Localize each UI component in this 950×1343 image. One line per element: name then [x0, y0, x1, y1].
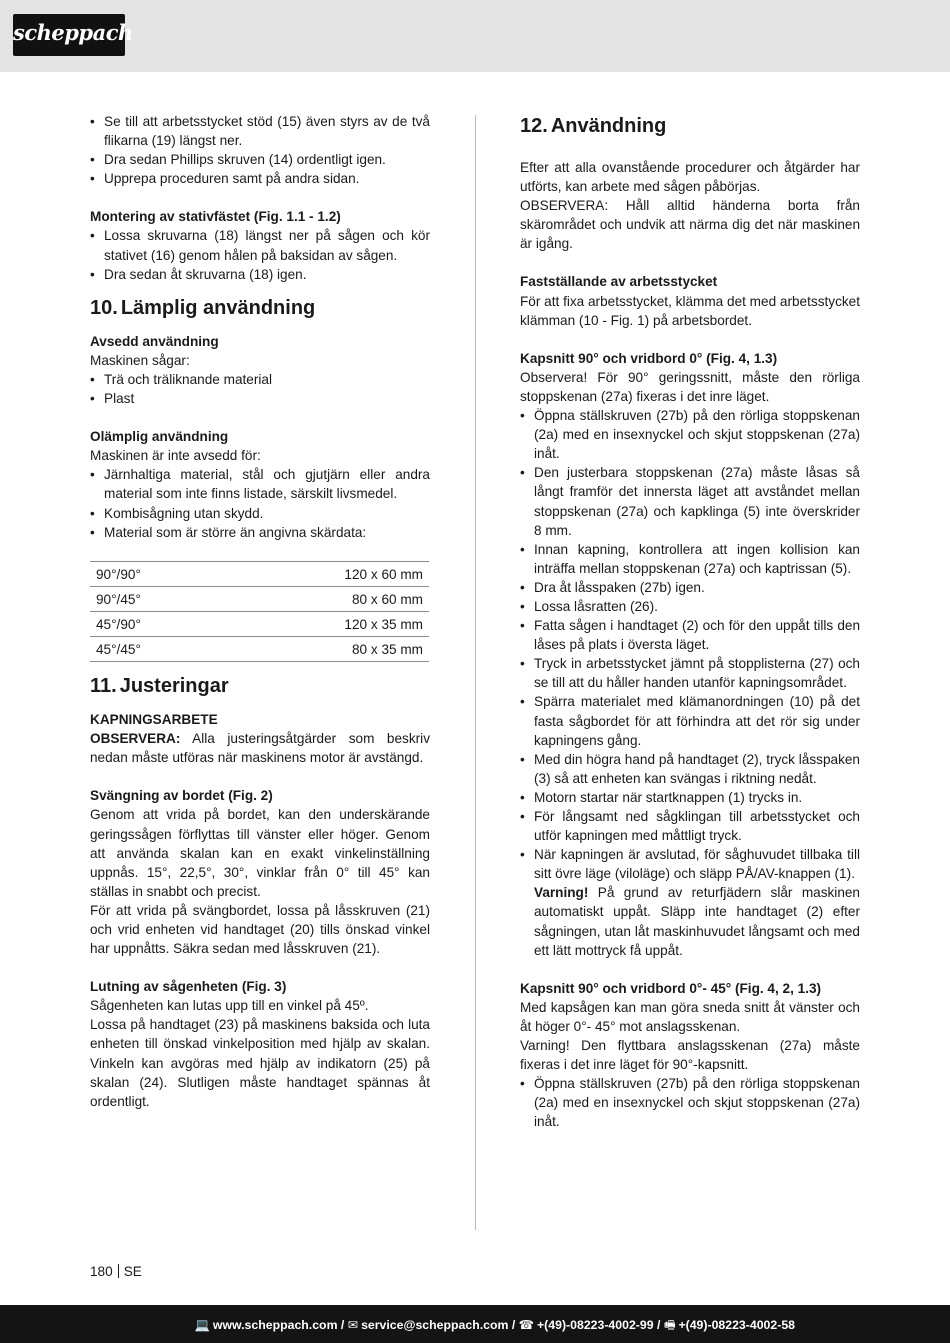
list-item: • Lossa skruvarna (18) längst ner på sågen och kör stativet (16) genom hålen på baksidan av sågen.: [90, 226, 430, 264]
list-item: • Järnhaltiga material, stål och gjutjärn eller andra material som inte finns listade, särskilt livsmedel.: [90, 465, 430, 503]
usage-intro-1: Efter att alla ovanstående procedurer och åtgärder har utförts, kan arbete med sågen påbörjas.: [520, 160, 860, 195]
list-item: • Plast: [90, 389, 430, 408]
list-item: • Dra sedan Phillips skruven (14) ordentligt igen.: [90, 150, 430, 169]
tilt-paragraph-1: Sågenheten kan lutas upp till en vinkel på 45º.: [90, 998, 369, 1014]
table-row: [90, 561, 429, 586]
intended-bullet-list: [90, 370, 430, 408]
cut2-paragraph-1: Med kapsågen kan man göra sneda snitt åt vänster och åt höger 0°- 45° mot anslagsskenan.: [520, 999, 860, 1034]
list-item: • Tryck in arbetsstycket jämnt på stopplisterna (27) och se till att du håller handen utanför kapningsområdet.: [520, 654, 860, 692]
list-item: • Kombisågning utan skydd.: [90, 504, 430, 523]
mail-icon: ✉: [347, 1318, 359, 1332]
footer-phone: +(49)-08223-4002-99 /: [537, 1318, 661, 1332]
note-text: Alla justeringsåtgärder som beskriv nedan måste utföras när maskinens motor är avstängd.: [90, 731, 430, 766]
section-title: Justeringar: [119, 675, 229, 698]
list-item: • Upprepa proceduren samt på andra sidan.: [90, 169, 430, 188]
swing-paragraph-1: Genom att vrida på bordet, kan den underskärande geringssågen förflyttas till vänster eller höger. Genom att använda skalan kan en exakt vinkelinställning uppnås. 15°, 22,5°, 30°, vinklar från 0° till 45° kan ställas in snabbt och precist.: [90, 807, 430, 899]
unsuitable-bullet-list: [90, 465, 430, 541]
intro-bullet-list: [90, 112, 430, 188]
right-column: [520, 112, 860, 1132]
warning-label: Varning!: [534, 885, 589, 901]
warning-paragraph: [520, 883, 860, 959]
cut2-paragraph-2: Varning! Den flyttbara anslagsskenan (27a) måste fixeras i det inre läget för 90°-kapsnitt.: [520, 1038, 860, 1073]
logo-text: scheppach: [13, 20, 133, 45]
section-title: Lämplig användning: [120, 296, 316, 319]
list-item: • Motorn startar när startknappen (1) trycks in.: [520, 788, 860, 807]
size-cell: 80 x 60 mm: [351, 591, 423, 607]
list-item: • Dra åt låsspaken (27b) igen.: [520, 578, 860, 597]
footer-email-link[interactable]: service@scheppach.com /: [361, 1318, 516, 1332]
angle-cell: 45°/90°: [96, 616, 141, 632]
list-item: • Trä och träliknande material: [90, 370, 430, 389]
angle-cell: 90°/90°: [96, 566, 141, 582]
footer-bar: [0, 1305, 950, 1343]
cut1-intro: Observera! För 90° geringssnitt, måste den rörliga stoppskenan (27a) fixeras i det inre läget.: [520, 369, 860, 404]
section-number: 12.: [520, 115, 548, 137]
usage-intro-2: OBSERVERA: Håll alltid händerna borta från skärområdet och undvik att närma dig det när maskinen är igång.: [520, 198, 860, 252]
list-item: • Lossa låsratten (26).: [520, 597, 860, 616]
list-item: • Med din högra hand på handtaget (2), tryck låsspaken (3) så att enheten kan svängas i riktning nedåt.: [520, 750, 860, 788]
section-number: 11.: [90, 675, 117, 698]
table-row: [90, 611, 429, 636]
page-number-separator: [118, 1264, 119, 1278]
table-row: [90, 636, 429, 661]
fix-heading: Fastställande av arbetsstycket: [520, 274, 718, 290]
footer-web-link[interactable]: www.scheppach.com /: [212, 1318, 345, 1332]
warning-text: På grund av returfjädern slår maskinen automatiskt uppåt. Släpp inte handtaget (2) efter sågningen, utan låt maskinhuvudet långsamt och med ett lätt mottryck få uppåt.: [534, 885, 860, 958]
cut-capacity-table: [90, 561, 429, 662]
footer-contact-line: [195, 1316, 795, 1337]
mount-heading: Montering av stativfästet (Fig. 1.1 - 1.2): [90, 209, 341, 225]
list-item: • Se till att arbetsstycket stöd (15) även styrs av de två flikarna (19) längst ner.: [90, 112, 430, 150]
fax-icon: 🖷: [663, 1318, 676, 1332]
column-divider: [475, 115, 476, 1230]
table-row: [90, 586, 429, 611]
scheppach-logo: [13, 14, 133, 56]
intended-heading: Avsedd användning: [90, 333, 219, 349]
cutting-heading: KAPNINGSARBETE: [90, 712, 218, 728]
list-item: • Öppna ställskruven (27b) på den rörliga stoppskenan (2a) med en insexnyckel och skjut stoppskenan (27a) inåt.: [520, 406, 860, 463]
section-number: 10.: [90, 296, 118, 319]
list-item: • För långsamt ned sågklingan till arbetsstycket och utför kapningen med måttligt tryck.: [520, 807, 860, 845]
computer-icon: 💻: [194, 1318, 210, 1332]
swing-heading: Svängning av bordet (Fig. 2): [90, 788, 273, 804]
header-bar: [0, 0, 950, 72]
page-number: [90, 1264, 142, 1279]
size-cell: 80 x 35 mm: [351, 641, 423, 657]
page-number-value: 180: [90, 1264, 113, 1279]
list-item: • Den justerbara stoppskenan (27a) måste låsas så långt framför det innersta läget att avståndet mellan stoppskenan (27a) och kapklinga (5) inte överskrider 8 mm.: [520, 463, 860, 539]
cut1-bullet-list: [520, 406, 860, 883]
tilt-heading: Lutning av sågenheten (Fig. 3): [90, 979, 287, 995]
language-code: SE: [123, 1264, 142, 1279]
unsuitable-heading: Olämplig användning: [90, 429, 229, 445]
tilt-paragraph-2: Lossa på handtaget (23) på maskinens baksida och luta enheten till önskad vinkelposition med hjälp av skalan. Vinkeln kan avgöras med hjälp av indikatorn (25) på skalan (24). Slutligen måste handtaget spännas åt ordentligt.: [90, 1017, 430, 1109]
left-column: [90, 112, 430, 1111]
phone-icon: ☎: [518, 1318, 534, 1332]
size-cell: 120 x 35 mm: [344, 616, 423, 632]
angle-cell: 45°/45°: [96, 641, 141, 657]
list-item: • Innan kapning, kontrollera att ingen kollision kan inträffa mellan stoppskenan (27a) och kaptrissan (5).: [520, 540, 860, 578]
size-cell: 120 x 60 mm: [344, 566, 423, 582]
list-item: • Öppna ställskruven (27b) på den rörliga stoppskenan (2a) med en insexnyckel och skjut stoppskenan (27a) inåt.: [520, 1074, 860, 1131]
cut2-heading: Kapsnitt 90° och vridbord 0°- 45° (Fig. 4, 2, 1.3): [520, 980, 822, 996]
mount-bullet-list: [90, 226, 430, 283]
list-item: • Dra sedan åt skruvarna (18) igen.: [90, 265, 430, 284]
note-paragraph: [90, 729, 430, 767]
cut2-bullet-list: [520, 1074, 860, 1131]
unsuitable-intro: Maskinen är inte avsedd för:: [90, 448, 261, 464]
fix-paragraph: För att fixa arbetsstycket, klämma det med arbetsstycket klämman (10 - Fig. 1) på arbetsbordet.: [520, 293, 860, 328]
list-item: • Spärra materialet med klämanordningen (10) på det fasta sågbordet för att förhindra att det rör sig under kapningens gång.: [520, 692, 860, 749]
list-item: • När kapningen är avslutad, för såghuvudet tillbaka till sitt övre läge (viloläge) och släpp PÅ/AV-knappen (1).: [520, 845, 860, 883]
list-item: • Fatta sågen i handtaget (2) och för den uppåt tills den låses på plats i översta läget.: [520, 616, 860, 654]
swing-paragraph-2: För att vrida på svängbordet, lossa på låsskruven (21) och vrid enheten vid handtaget (20) tills önskad vinkel har uppnåtts. Säkra sedan med låsskruven (21).: [90, 902, 430, 957]
section-title: Användning: [550, 115, 667, 137]
intended-intro: Maskinen sågar:: [90, 352, 190, 368]
cut1-heading: Kapsnitt 90° och vridbord 0° (Fig. 4, 1.3): [520, 350, 778, 366]
angle-cell: 90°/45°: [96, 591, 141, 607]
footer-fax: +(49)-08223-4002-58: [678, 1318, 795, 1332]
section-11-heading: [90, 672, 430, 700]
note-label: OBSERVERA:: [90, 731, 181, 747]
section-10-heading: [90, 294, 430, 322]
list-item: • Material som är större än angivna skärdata:: [90, 523, 430, 542]
section-12-heading: [520, 112, 860, 140]
